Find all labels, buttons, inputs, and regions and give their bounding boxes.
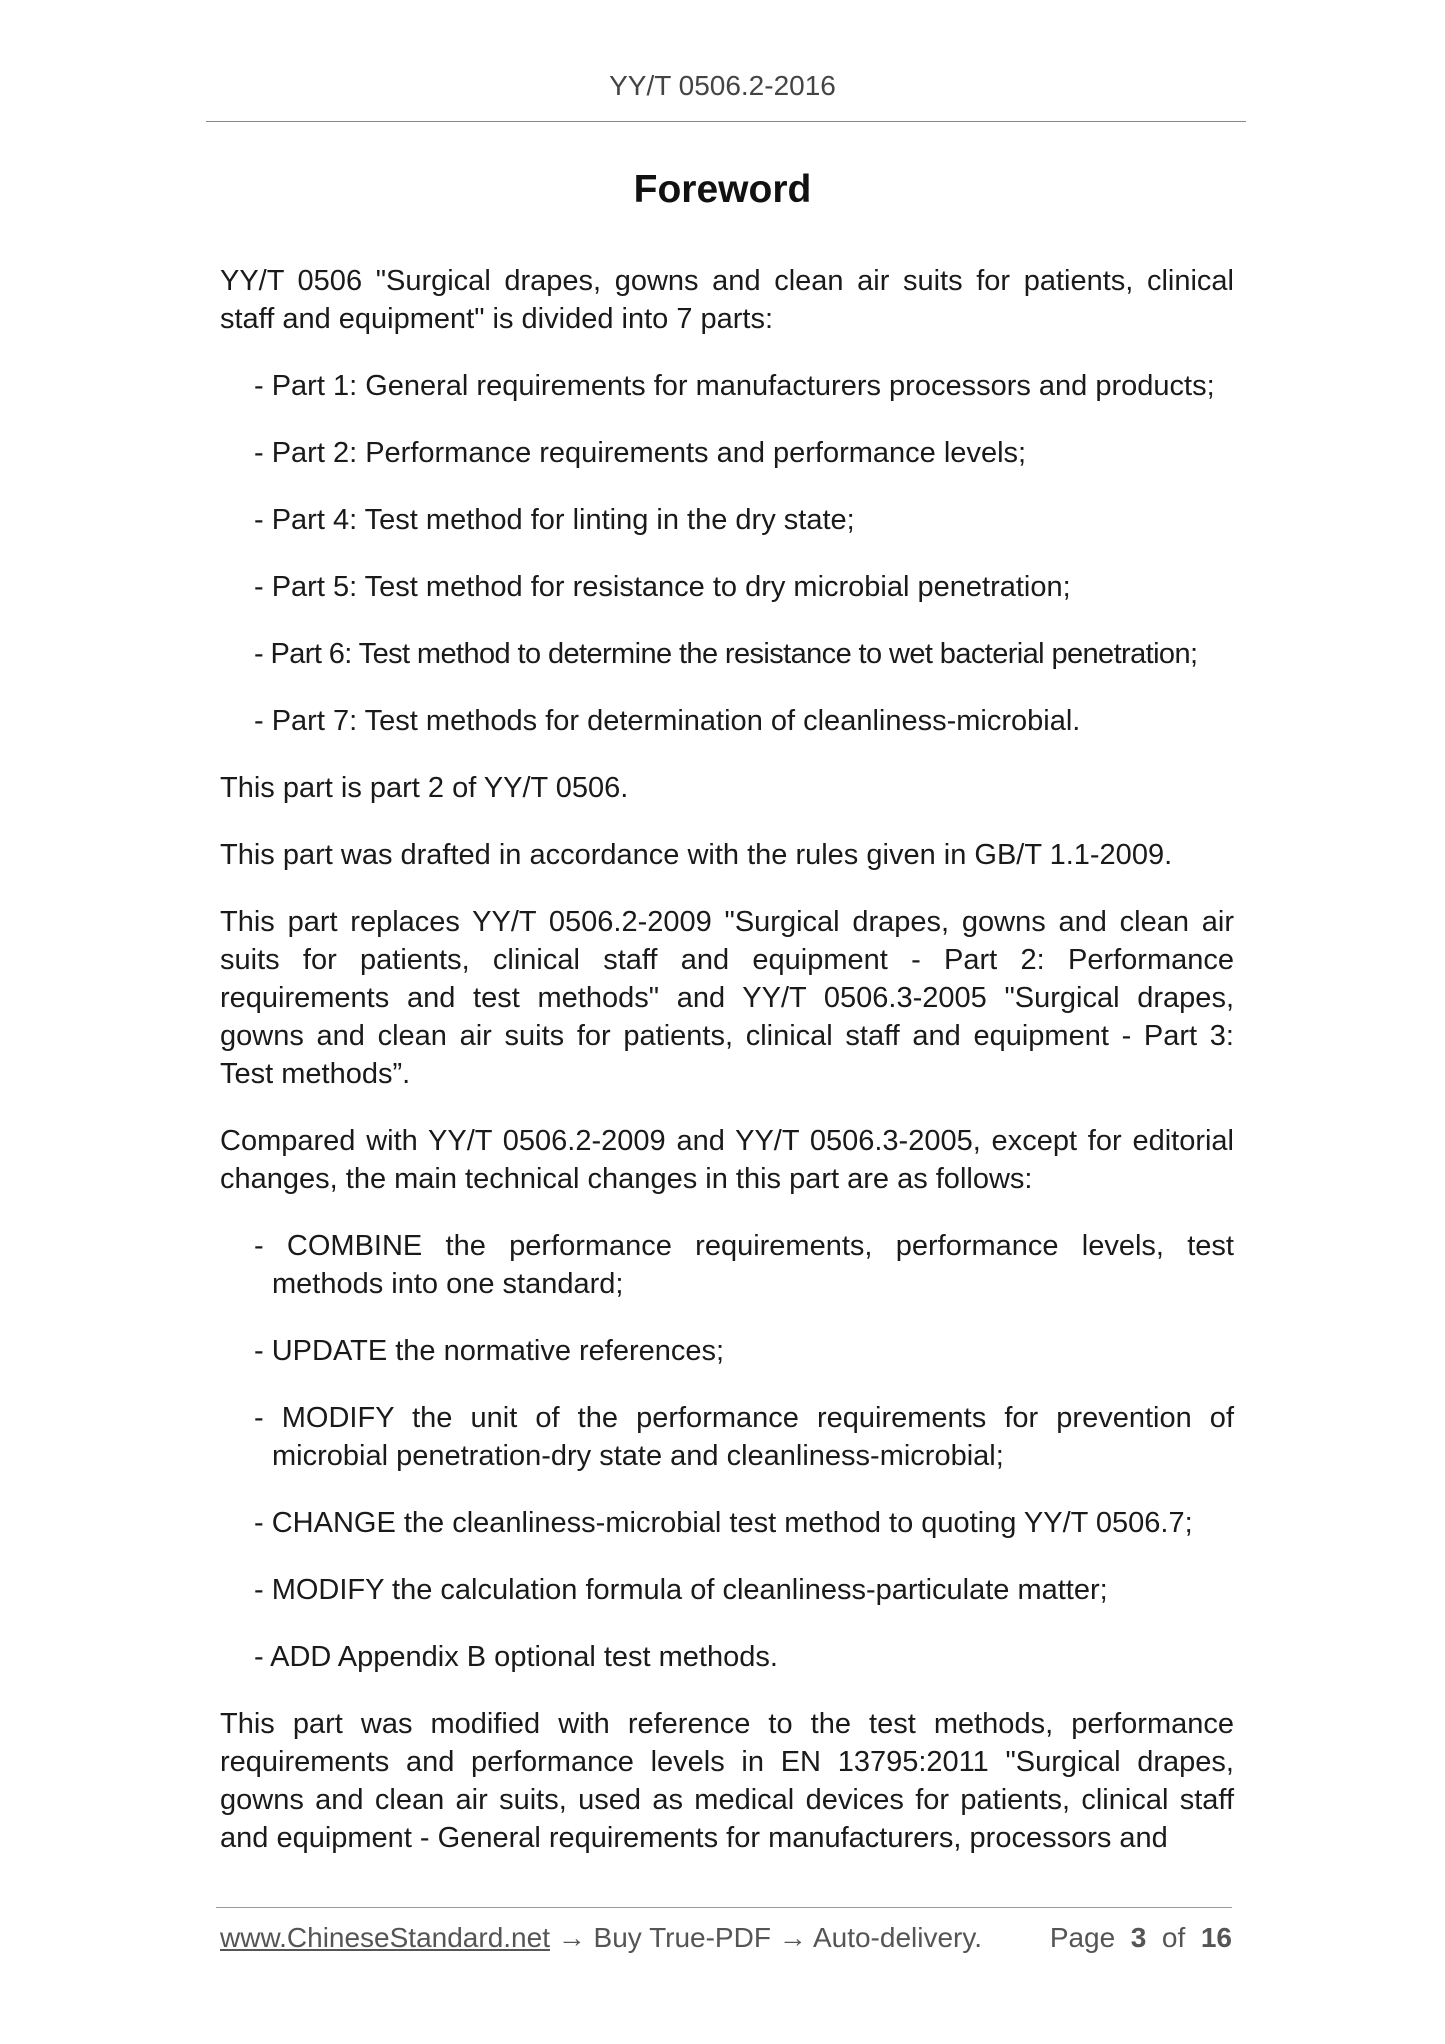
header-standard-id: YY/T 0506.2-2016 (609, 70, 836, 101)
page-footer (220, 1922, 1232, 1954)
change-list-item: - UPDATE the normative references; (254, 1335, 725, 1367)
change-list-item: - CHANGE the cleanliness-microbial test method to quoting YY/T 0506.7; (254, 1507, 1193, 1539)
replaces-paragraph: This part replaces YY/T 0506.2-2009 "Surgical drapes, gowns and clean air suits for patients, clinical staff and equipment - Part 2: Performance requirements and test methods" and YY/T 0506.3-2005 "Surgical drapes, gowns and clean air suits for patients, clinical staff and equipment - Part 3: Test methods”. (220, 906, 1234, 1090)
page-label: Page (1049, 1922, 1116, 1953)
change-list-item: - MODIFY the calculation formula of cleanliness-particulate matter; (254, 1574, 1108, 1606)
site-link[interactable]: www.ChineseStandard.net (220, 1922, 550, 1953)
part-list-item: - Part 6: Test method to determine the resistance to wet bacterial penetration; (254, 638, 1198, 670)
change-list-item: - COMBINE the performance requirements, performance levels, test methods into one standard; (254, 1230, 1234, 1300)
compared-paragraph: Compared with YY/T 0506.2-2009 and YY/T 0506.3-2005, except for editorial changes, the main technical changes in this part are as follows: (220, 1125, 1234, 1195)
foreword-body (220, 262, 1234, 1857)
modified-paragraph: This part was modified with reference to the test methods, performance requirements and performance levels in EN 13795:2011 "Surgical drapes, gowns and clean air suits, used as medical devices for patients, clinical staff and equipment - General requirements for manufacturers, processors and (220, 1708, 1234, 1854)
part-list-item: - Part 4: Test method for linting in the dry state; (254, 504, 855, 536)
footer-divider (216, 1907, 1232, 1908)
arrow-right-icon: → (778, 1922, 807, 1953)
header-divider (206, 121, 1246, 122)
part-list-item: - Part 2: Performance requirements and performance levels; (254, 437, 1027, 469)
page-total: 16 (1200, 1922, 1232, 1953)
page-current: 3 (1130, 1922, 1147, 1953)
change-list-item: - MODIFY the unit of the performance requirements for prevention of microbial penetration-dry state and cleanliness-microbial; (254, 1402, 1234, 1472)
part-list-item: - Part 5: Test method for resistance to dry microbial penetration; (254, 571, 1071, 603)
buy-text: Buy True-PDF (593, 1922, 771, 1953)
page-title: Foreword (633, 168, 812, 211)
part-list-item: - Part 1: General requirements for manufacturers processors and products; (254, 370, 1215, 402)
part-of-paragraph: This part is part 2 of YY/T 0506. (220, 772, 629, 804)
part-list-item: - Part 7: Test methods for determination of cleanliness-microbial. (254, 705, 1081, 737)
intro-paragraph: YY/T 0506 "Surgical drapes, gowns and clean air suits for patients, clinical staff and equipment" is divided into 7 parts: (220, 265, 1234, 335)
page-indicator (1050, 1922, 1232, 1954)
drafted-paragraph: This part was drafted in accordance with the rules given in GB/T 1.1-2009. (220, 839, 1173, 871)
arrow-right-icon: → (557, 1922, 586, 1953)
page-of-label: of (1161, 1922, 1186, 1953)
change-list-item: - ADD Appendix B optional test methods. (254, 1641, 778, 1673)
delivery-text: Auto-delivery. (812, 1922, 983, 1953)
